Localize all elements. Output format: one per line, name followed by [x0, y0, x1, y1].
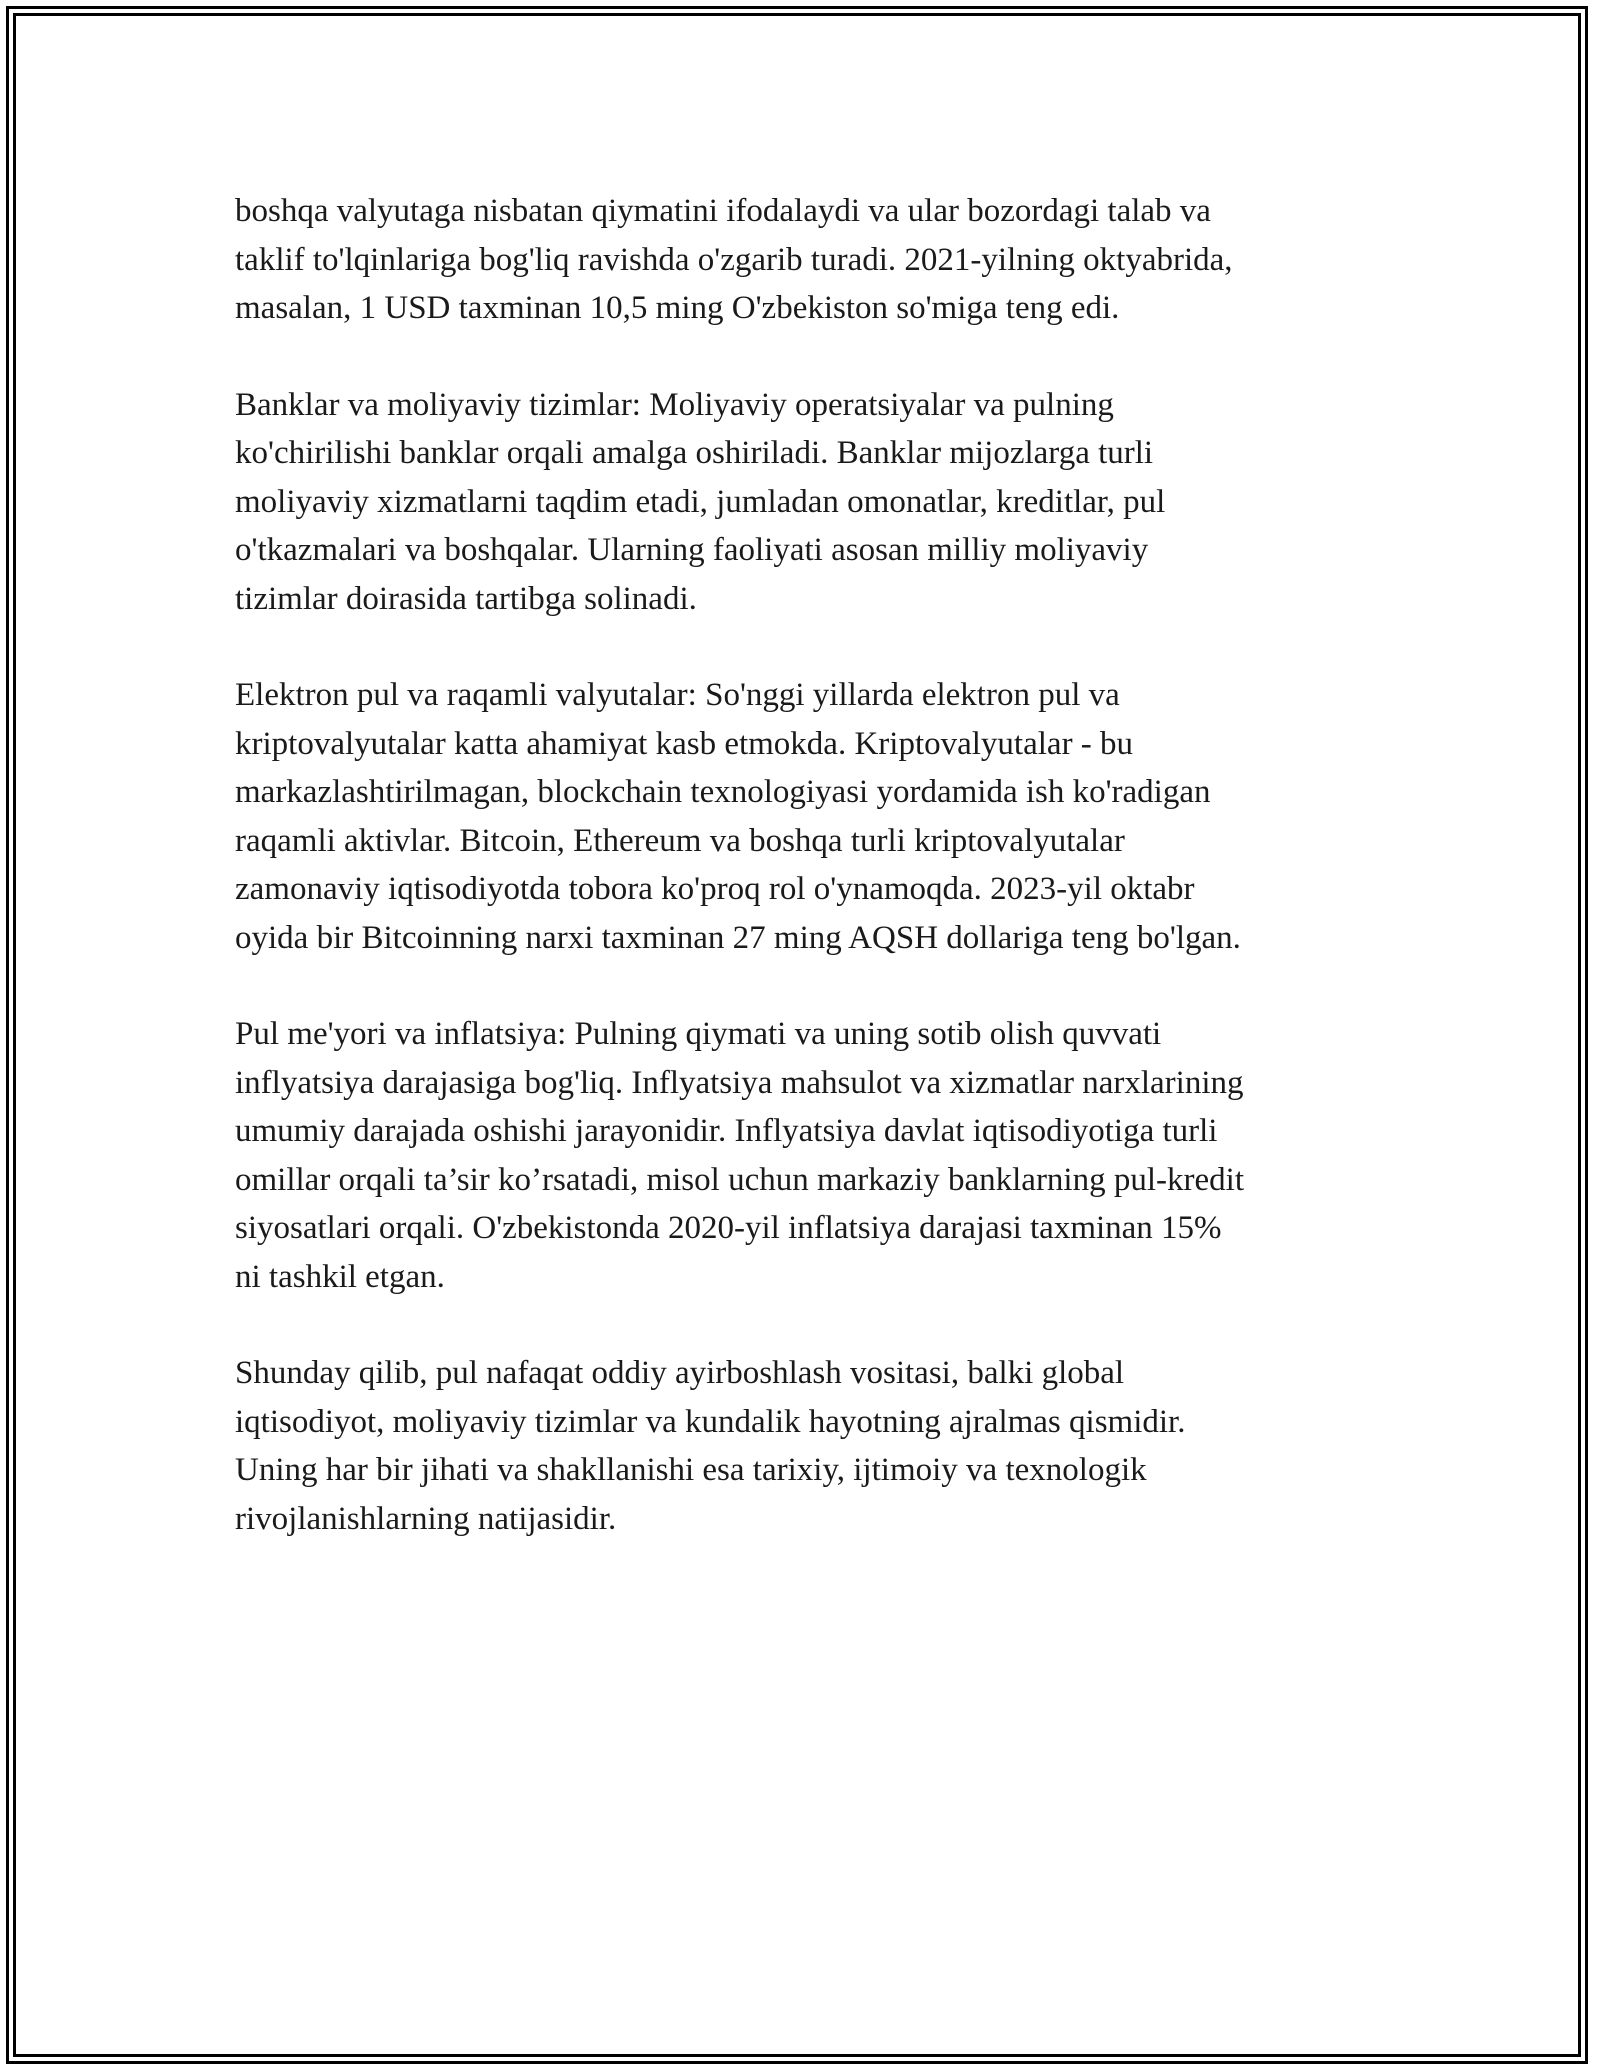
- text-line: inflyatsiya darajasiga bog'liq. Inflyatsiya mahsulot va xizmatlar narxlarining: [235, 1064, 1244, 1101]
- paragraph-digital-currency: [235, 671, 1375, 962]
- text-line: taklif to'lqinlariga bog'liq ravishda o'zgarib turadi. 2021-yilning oktyabrida,: [235, 241, 1233, 278]
- text-line: boshqa valyutaga nisbatan qiymatini ifodalaydi va ular bozordagi talab va: [235, 193, 1211, 229]
- text-line: iqtisodiyot, moliyaviy tizimlar va kundalik hayotning ajralmas qismidir.: [235, 1403, 1186, 1440]
- paragraph-exchange-rates: [235, 187, 1375, 333]
- text-line: siyosatlari orqali. O'zbekistonda 2020-yil inflatsiya darajasi taxminan 15%: [235, 1210, 1222, 1246]
- text-line: omillar orqali ta’sir ko’rsatadi, misol uchun markaziy banklarning pul-kredit: [235, 1161, 1244, 1198]
- text-line: rivojlanishlarning natijasidir.: [235, 1500, 617, 1537]
- text-line: Shunday qilib, pul nafaqat oddiy ayirboshlash vositasi, balki global: [235, 1355, 1125, 1391]
- text-line: markazlashtirilmagan, blockchain texnologiyasi yordamida ish ko'radigan: [235, 774, 1211, 810]
- text-line: Elektron pul va raqamli valyutalar: So'nggi yillarda elektron pul va: [235, 677, 1120, 713]
- text-line: moliyaviy xizmatlarni taqdim etadi, jumladan omonatlar, kreditlar, pul: [235, 483, 1166, 520]
- text-line: ko'chirilishi banklar orqali amalga oshiriladi. Banklar mijozlarga turli: [235, 435, 1154, 471]
- document-body: [235, 187, 1375, 1591]
- text-line: o'tkazmalari va boshqalar. Ularning faoliyati asosan milliy moliyaviy: [235, 532, 1149, 568]
- text-line: Banklar va moliyaviy tizimlar: Moliyaviy operatsiyalar va pulning: [235, 386, 1114, 423]
- text-line: umumiy darajada oshishi jarayonidir. Inflyatsiya davlat iqtisodiyotiga turli: [235, 1113, 1218, 1149]
- text-line: raqamli aktivlar. Bitcoin, Ethereum va boshqa turli kriptovalyutalar: [235, 822, 1125, 859]
- text-line: tizimlar doirasida tartibga solinadi.: [235, 580, 697, 617]
- text-line: ni tashkil etgan.: [235, 1258, 445, 1295]
- text-line: zamonaviy iqtisodiyotda tobora ko'proq rol o'ynamoqda. 2023-yil oktabr: [235, 871, 1195, 907]
- paragraph-inflation: [235, 1010, 1375, 1301]
- paragraph-banks: [235, 381, 1375, 624]
- text-line: kriptovalyutalar katta ahamiyat kasb etmokda. Kriptovalyutalar - bu: [235, 725, 1134, 762]
- text-line: Uning har bir jihati va shakllanishi esa tarixiy, ijtimoiy va texnologik: [235, 1452, 1147, 1488]
- text-line: masalan, 1 USD taxminan 10,5 ming O'zbekiston so'miga teng edi.: [235, 290, 1120, 326]
- text-line: Pul me'yori va inflatsiya: Pulning qiymati va uning sotib olish quvvati: [235, 1016, 1162, 1052]
- paragraph-conclusion: [235, 1349, 1375, 1543]
- text-line: oyida bir Bitcoinning narxi taxminan 27 ming AQSH dollariga teng bo'lgan.: [235, 919, 1241, 956]
